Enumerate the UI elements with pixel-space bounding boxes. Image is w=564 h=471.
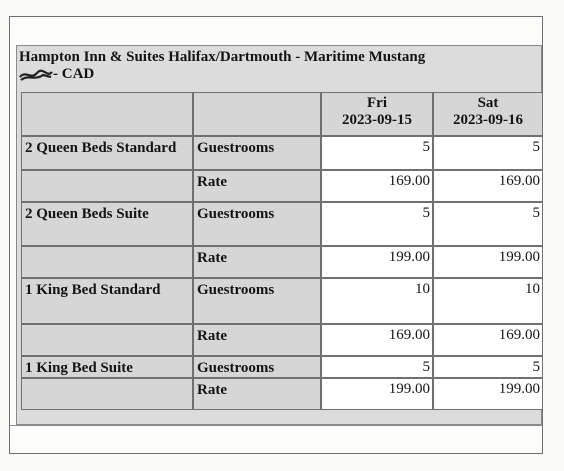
table-cell-value: 5: [321, 136, 433, 170]
header-blank-room: [21, 92, 193, 136]
column-day: Sat: [477, 95, 499, 111]
table-cell-value: 5: [433, 136, 543, 170]
room-type-blank: [21, 170, 193, 202]
table-cell-value: 199.00: [321, 246, 433, 278]
rate-table-frame: [16, 45, 542, 425]
page-footer-area: [10, 425, 542, 454]
column-date: 2023-09-15: [342, 112, 412, 128]
title-currency: - CAD: [53, 66, 95, 82]
room-type-blank: [21, 378, 193, 410]
column-day: Fri: [367, 95, 387, 111]
table-cell-value: 199.00: [321, 378, 433, 410]
column-date: 2023-09-16: [453, 112, 523, 128]
redaction-scribble: [19, 68, 53, 82]
metric-label: Guestrooms: [193, 202, 321, 246]
table-cell-value: 5: [321, 202, 433, 246]
room-type-label: 2 Queen Beds Standard: [21, 136, 193, 170]
document-page: [9, 16, 543, 454]
title-line-2-row: [19, 66, 539, 83]
table-cell-value: 169.00: [433, 324, 543, 356]
metric-label: Guestrooms: [193, 136, 321, 170]
room-type-label: 1 King Bed Standard: [21, 278, 193, 324]
table-cell-value: 5: [433, 356, 543, 378]
metric-label: Guestrooms: [193, 278, 321, 324]
metric-label: Rate: [193, 246, 321, 278]
table-cell-value: 169.00: [433, 170, 543, 202]
title-line-1: Hampton Inn & Suites Halifax/Dartmouth - Maritime Mustang: [19, 49, 426, 65]
metric-label: Rate: [193, 170, 321, 202]
room-type-label: 1 King Bed Suite: [21, 356, 193, 378]
table-cell-value: 5: [433, 202, 543, 246]
hotel-title: [19, 49, 539, 83]
metric-label: Guestrooms: [193, 356, 321, 378]
room-type-blank: [21, 324, 193, 356]
column-header: [321, 92, 433, 136]
table-cell-value: 199.00: [433, 246, 543, 278]
table-cell-value: 169.00: [321, 324, 433, 356]
room-type-label: 2 Queen Beds Suite: [21, 202, 193, 246]
metric-label: Rate: [193, 324, 321, 356]
table-cell-value: 10: [433, 278, 543, 324]
column-header: [433, 92, 543, 136]
table-cell-value: 10: [321, 278, 433, 324]
table-cell-value: 169.00: [321, 170, 433, 202]
metric-label: Rate: [193, 378, 321, 410]
room-type-blank: [21, 246, 193, 278]
table-cell-value: 5: [321, 356, 433, 378]
header-blank-metric: [193, 92, 321, 136]
table-cell-value: 199.00: [433, 378, 543, 410]
